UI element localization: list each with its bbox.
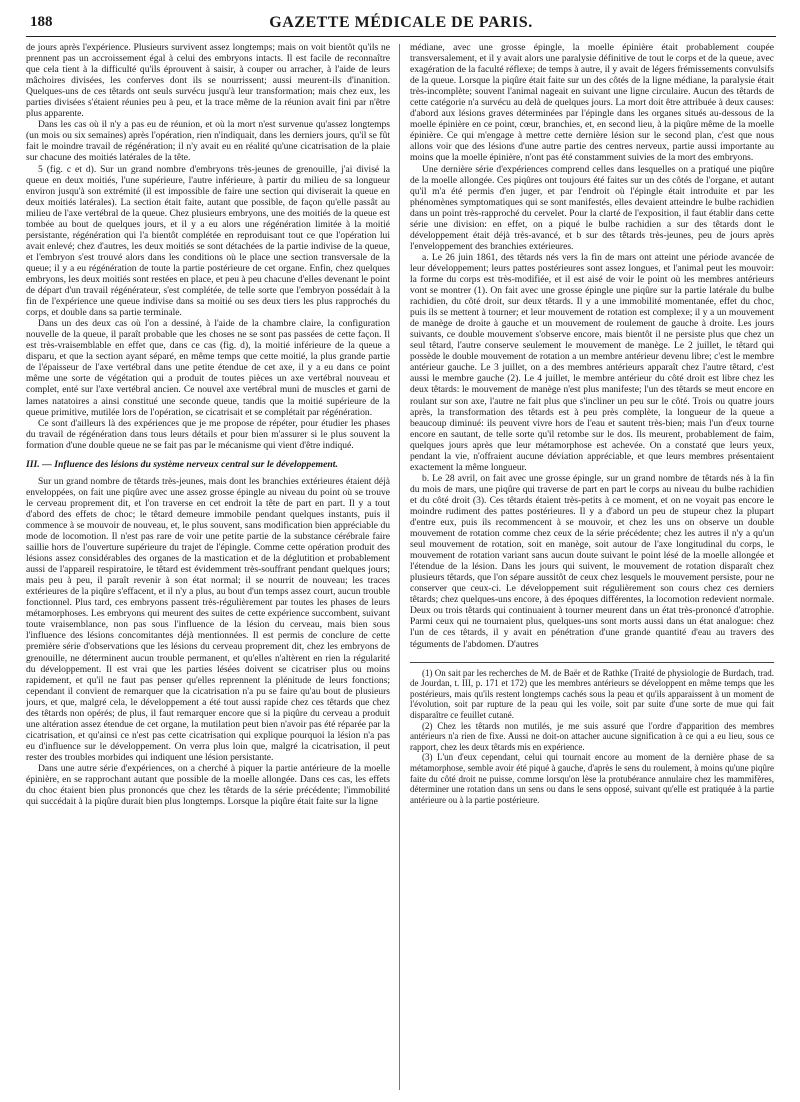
left-column <box>26 42 390 1090</box>
paragraph: Une dernière série d'expériences comprend celles dans lesquelles on a pratiqué une piqûre de la moelle allongée. Ces piqûres ont toujours été faites sur un des côtés de l'organe, et autant qu'il m'a été permis d'en juger, et par l'endroit où l'épingle était introduite et par les phénomènes symptomatiques qui se sont manifestés, elles devaient atteindre le bulbe rachidien dans un point très-rapproché du cervelet. Pour la clarté de l'exposition, il faut établir dans cette série une division: en effet, on a piqué le bulbe rachidien a sur des têtards dont le développement était déjà très-avancé, et b sur des têtards très-jeunes, peu de jours après l'enveloppement des branchies extérieures. <box>410 163 774 252</box>
paragraph: Sur un grand nombre de têtards très-jeunes, mais dont les branchies extérieures étaient déjà enveloppées, on fait une piqûre avec une assez grosse épingle au niveau du point où se trouve le cerveau proprement dit, et l'on traverse en cet endroit la tête de part en part. Il y a tout d'abord des effets de choc; le têtard demeure immobile pendant quelques instants, puis il commence à se mouvoir de nouveau, et, le plus souvent, sans modification bien appréciable du mode de locomotion. Il n'est pas rare de voir une petite partie de la substance cérébrale faire saillie hors de l'ouverture supérieure du trajet de l'épingle. Comme cette opération produit des lésions assez considérables des organes de la mastication et de la déglutition et probablement aussi de l'appareil respiratoire, le têtard est évidemment très-souffrant pendant quelques jours; mais peu à peu, il paraît revenir à son état normal; il se nourrit de nouveau; les traces extérieures de la piqûre s'effacent, et il n'y a plus, au bout d'un temps assez court, aucun trouble fonctionnel. Plus tard, ces embryons passent très-régulièrement par toutes les phases de leurs métamorphoses. Les embryons qui meurent des suites de cette expérience succombent, suivant toute vraisemblance, non pas sous l'influence de la lésion du cerveau, mais bien sous l'influence des lésions concomitantes déjà mentionnées. Il est permis de conclure de cette première série d'observations que les lésions du cerveau proprement dit, chez les embryons de grenouille, ne déterminent aucun trouble permanent, et qu'elles n'altèrent en rien la régularité du développement. Il est vrai que les parties lésées doivent se cicatriser plus ou moins rapidement, et qu'il ne faut pas penser qu'elles reprennent la plénitude de leurs fonctions; cependant il convient de remarquer que la cicatrisation n'a pu se faire qu'au bout de plusieurs jours, et que, malgré cela, le développement a été tout aussi rapide chez ces têtards que chez des têtards non opérés; de plus, il faut remarquer encore que si la piqûre du cerveau a produit une altération assez étendue de cet organe, la mutilation peut bien n'avoir pas été réparée par la cicatrisation, et qu'ainsi ce n'est pas cette cicatrisation qui explique pourquoi la lésion n'a pas eu d'influence sur le développement. On verra plus loin que, malgré la cicatrisation, il peut rester des troubles morbides qui indiquent une lésion persistante. <box>26 475 390 763</box>
paragraph: Dans une autre série d'expériences, on a cherché à piquer la partie antérieure de la moelle épinière, en se rapprochant autant que possible de la moelle allongée. Dans ces cas, les effets du choc étaient bien plus prononcés que chez les têtards de la série précédente; l'immobilité qui succédait à la piqûre durait bien plus longtemps. Lorsque la piqûre était faite sur la ligne <box>26 763 390 808</box>
footnote: (3) L'un d'eux cependant, celui qui tournait encore au moment de la dernière phase de sa métamorphose, semble avoir été piqué à gauche, d'après le sens du roulement, à moins qu'une piqûre faite du côté droit ne puisse, comme lorsqu'on lèse la protubérance annulaire chez les mammifères, déterminer une rotation dans un sens ou dans le sens opposé, suivant qu'elle est pratiquée à la partie antérieure ou à la partie postérieure. <box>410 752 774 805</box>
paragraph: de jours après l'expérience. Plusieurs survivent assez longtemps; mais on voit bientôt qu'ils ne prennent pas un accroissement égal à celui des embryons intacts. Il est facile de reconnaître que cela tient à la difficulté qu'ils éprouvent à saisir, à couper ou arracher, à l'aide de leurs mâchoires divisées, les conferves dont ils se nourrissent; aussi meurent-ils d'inanition. Quelques-uns de ces têtards ont seuls survécu jusqu'à leur transformation; mais chez eux, les parties divisées s'étaient réunies peu à peu, et la trace même de la réunion avait fini par n'être plus apparente. <box>26 42 390 120</box>
right-column <box>410 42 774 1090</box>
page-header <box>26 14 776 37</box>
journal-title: GAZETTE MÉDICALE DE PARIS. <box>269 14 533 31</box>
column-divider <box>399 44 400 1090</box>
page-number: 188 <box>30 14 53 30</box>
paragraph: a. Le 26 juin 1861, des têtards nés vers la fin de mars ont atteint une période avancée de leur développement; leurs pattes postérieures sont assez longues, et l'animal peut les mouvoir: la forme du corps est très-modifiée, et il est aisé de voir le point où les membres antérieurs vont se montrer (1). On fait avec une grosse épingle une piqûre sur la partie latérale du bulbe rachidien, du côté droit, sur deux têtards. Il y a une immobilité momentanée, effet du choc, puis ils se mettent à tourner; et leur mouvement de rotation est complexe; il y a un mouvement de manège de droite à gauche et un mouvement de roulement de gauche à droite. Les jours suivants, ce double mouvement s'observe encore, mais bientôt il ne persiste plus que chez un seul têtard, l'autre conserve seulement le mouvement de manège. Le 2 juillet, le têtard qui possède le double mouvement de rotation a un membre antérieur devenu libre; c'est le membre antérieur gauche. Le 3 juillet, on a des membres antérieurs apparaît chez l'autre têtard, c'est aussi le membre gauche (2). Le 4 juillet, le membre antérieur du côté droit est libre chez les deux têtards: le mouvement de manège n'est plus manifeste; l'un des têtards se meut encore en roulant sur son axe, l'autre ne fait plus que s'incliner un peu sur le côté. Trois ou quatre jours après, la transformation des têtards est à peu près complète, la longueur de la queue a beaucoup diminué: ils peuvent vivre hors de l'eau et sautent très-bien; mais l'un d'eux tourne encore en sautant, de telle sorte qu'il retombe sur le dos. Ils meurent, probablement de faim, quelques jours après que leur métamorphose est achevée. On a constaté que leurs yeux, pendant la vie, n'offraient aucune déviation appréciable, et que leurs membres présentaient exactement la même longueur. <box>410 251 774 473</box>
paragraph: 5 (fig. c et d). Sur un grand nombre d'embryons très-jeunes de grenouille, j'ai divisé la queue en deux moitiés, l'une supérieure, l'autre inférieure, à partir du milieu de sa longueur environ jusqu'à son extrémité (il est impossible de faire une section qui diviserait la queue en deux moitiés latérales). La section était faite, autant que possible, de façon qu'elle passât au milieu de l'axe vertébral de la queue. Chez plusieurs embryons, une des moitiés de la queue est tombée au bout de quelques jours, et il y a eu alors une régénération limitée à la moitié persistante, régénération qui l'a bientôt complétée en reproduisant tout ce que l'opération lui avait enlevé; chez d'autres, les deux moitiés se sont détachées de la partie indivise de la queue, et l'embryon s'est trouvé alors dans les conditions où le place une section transversale de la queue; il y a eu régénération de toute la partie postérieure de cet organe. Enfin, chez quelques embryons, les deux moitiés sont restées en place, et peu à peu chacune d'elles devenant le point de départ d'un travail régénérateur, s'est complétée, de telle sorte que l'embryon possédait à la fin de l'expérience une queue indivise dans sa moitié ou ses deux tiers les plus rapprochés du corps, et double dans sa partie terminale. <box>26 163 390 319</box>
paragraph: Ce sont d'ailleurs là des expériences que je me propose de répéter, pour étudier les phases du travail de régénération dans tous leurs détails et pour bien m'assurer si le plus souvent la formation d'une double queue ne se fait pas par le mécanisme qui vient d'être indiqué. <box>26 417 390 451</box>
footnote-divider <box>410 662 774 663</box>
paragraph: Dans un des deux cas où l'on a dessiné, à l'aide de la chambre claire, la configuration nouvelle de la queue, il paraît probable que les choses ne se sont pas passées de cette façon. Il est très-vraisemblable en effet que, dans ce cas (fig. d), la moitié inférieure de la queue a disparu, et que la section ayant séparé, en même temps que cette moitié, la plus grande partie de l'épaisseur de l'axe vertébral dans une petite étendue de cet axe, il y a eu dans ce point même une sorte de végétation qui a produit de toutes pièces un axe vertébral nouveau et complet, enté sur l'axe vertébral ancien. Ce nouvel axe vertébral muni de muscles et garni de lames natatoires a ainsi constitué une seconde queue, tandis que la moitié supérieure de la queue primitive, mutilée lors de l'opération, se cicatrisait et se complétait par régénération. <box>26 318 390 418</box>
paragraph: médiane, avec une grosse épingle, la moelle épinière était probablement coupée transversalement, et il y avait alors une paralysie définitive de tout le corps et de la queue, avec exagération de la faculté réflexe; de temps à autre, il y avait de légers frémissements convulsifs de la queue. Lorsque la piqûre était faite sur un des côtés de la ligne médiane, la paralysie était très-incomplète; souvent l'animal nageait en suivant une ligne circulaire. Aucun des têtards de cette catégorie n'a survécu au delà de quelques jours. La mort doit être attribuée à deux causes: d'abord aux lésions graves déterminées par l'épingle dans les organes situés au-dessous de la moelle épinière en ce point, cœur, branchies, et, en second lieu, à la piqûre même de la moelle épinière. Ce qui m'engage à mettre cette dernière lésion sur le second plan, c'est que nous allons voir que des lésions d'une autre partie des centres nerveux, partie aussi importante au moins que la moelle épinière, n'ont pas été constamment suivies de la mort des embryons. <box>410 42 774 164</box>
footnote: (1) On sait par les recherches de M. de Baër et de Rathke (Traité de physiologie de Burdach, trad. de Jourdan, t. III, p. 171 et 172) que les membres antérieurs se développent en même temps que les postérieurs, mais qu'ils restent longtemps cachés sous la peau et qu'ils apparaissent à un moment de l'évolution, soit par rupture de la peau qui les voile, soit par suite d'une sorte de mue qui fait disparaître ce feuillet cutané. <box>410 667 774 720</box>
paragraph: Dans les cas où il n'y a pas eu de réunion, et où la mort n'est survenue qu'assez longtemps (un mois ou six semaines) après l'opération, rien n'indiquait, dans les derniers jours, qu'il se fût fait le moindre travail de régénération; il n'y avait eu en réalité qu'une cicatrisation de la plaie sur chacune des moitiés latérales de la tête. <box>26 119 390 164</box>
footnote: (2) Chez les têtards non mutilés, je me suis assuré que l'ordre d'apparition des membres antérieurs n'a rien de fixe. Aussi ne doit-on attacher aucune signification à ce qui a eu lieu, sous ce rapport, chez les deux têtards mis en expérience. <box>410 720 774 752</box>
section-heading: III. — Influence des lésions du système nerveux central sur le développement. <box>26 458 338 470</box>
paragraph: b. Le 28 avril, on fait avec une grosse épingle, sur un grand nombre de têtards nés à la fin du mois de mars, une piqûre qui traverse de part en part le corps au niveau du bulbe rachidien et du côté droit (3). Ces têtards étaient très-petits à ce moment, et on ne voyait pas encore le moindre rudiment des pattes postérieures. Il y a d'abord un peu de stupeur chez la plupart d'entre eux, puis ils recommencent à se mouvoir, et chez les uns on observe un double mouvement de rotation comme chez ceux de la série précédente; chez les autres il n'y a qu'un seul mouvement de rotation, soit en manège, soit autour de l'axe longitudinal du corps, le mouvement de rotation variant sans aucun doute suivant le point lésé de la moelle allongée et l'étendue de la lésion. Dans les jours qui suivent, le mouvement de rotation disparaît chez plusieurs têtards, que l'on sépare aussitôt de ceux chez lesquels le mouvement persiste, pour ne conserver que ceux-ci. Le développement suit régulièrement son cours chez ces derniers têtards; chez quelques-uns encore, à des époques différentes, la locomotion redevient normale. Deux ou trois têtards qui continuaient à tourner meurent dans un état très-prononcé d'atrophie. Parmi ceux qui ne tournaient plus, quelques-uns sont morts aussi dans un état analogue: chez l'un de ces têtards, il y avait en pénétration d'une grande quantité d'eau au travers des téguments de l'abdomen. D'autres <box>410 472 774 650</box>
